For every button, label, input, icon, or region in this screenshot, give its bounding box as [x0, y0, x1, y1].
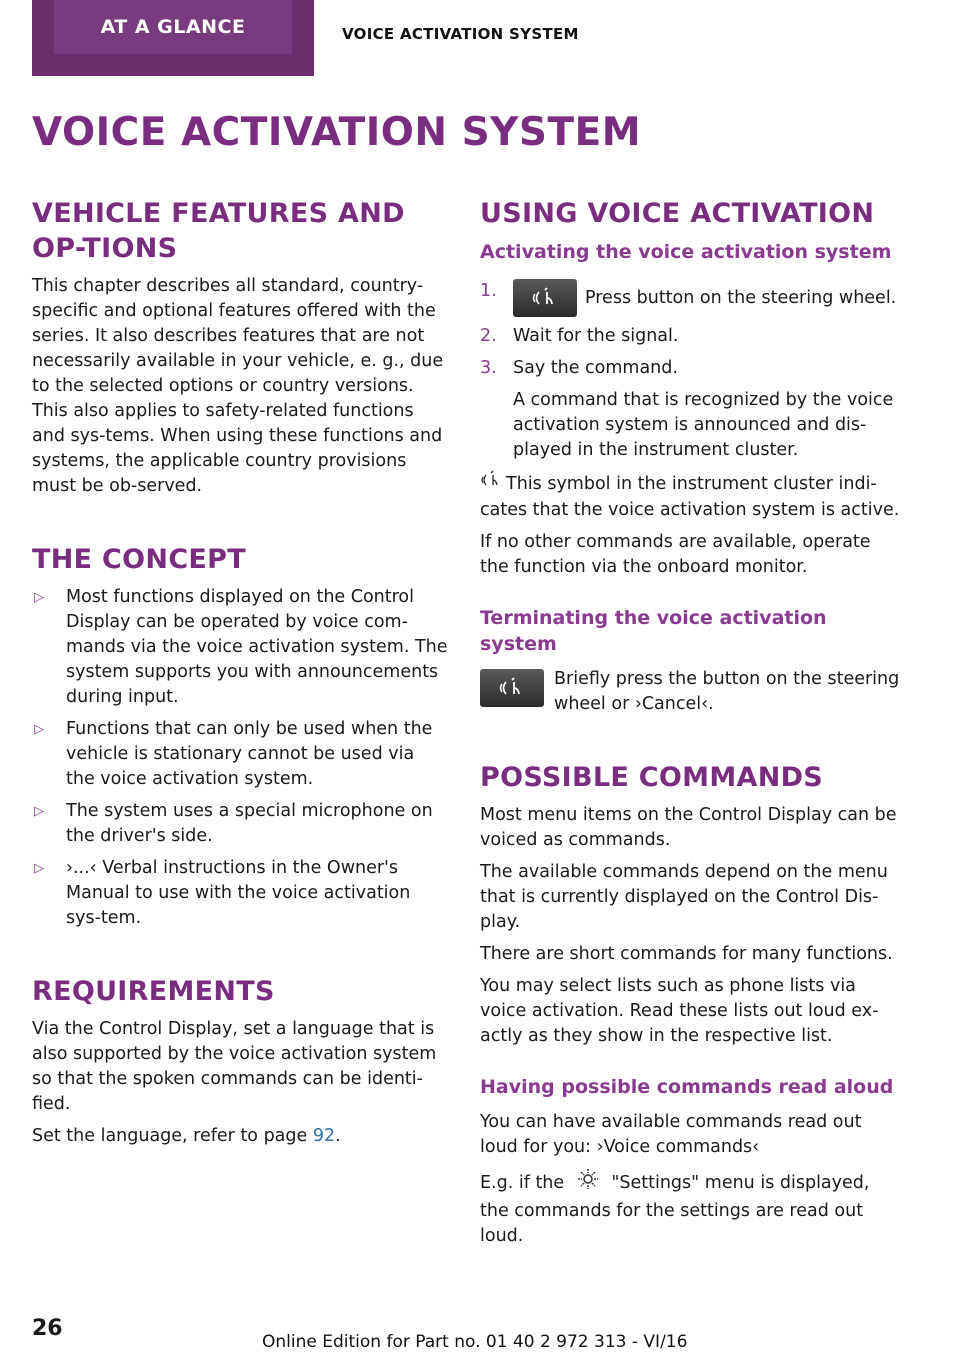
voice-button-icon [513, 279, 577, 317]
list-item: ▷ ›...‹ Verbal instructions in the Owner's Manual to use with the voice activation sys-tem. [34, 858, 411, 928]
possible-text-4: You may select lists such as phone lists via voice activation. Read these lists out loud ex-actly as they show in the respective list. [480, 976, 879, 1046]
triangle-bullet-icon: ▷ [34, 722, 44, 737]
page-link[interactable]: 92 [312, 1126, 336, 1146]
chapter-tab [32, 0, 314, 76]
possible-text-1: Most menu items on the Control Display can be voiced as commands. [480, 805, 897, 850]
possible-text-3: There are short commands for many functions. [480, 944, 893, 964]
features-heading: VEHICLE FEATURES AND OP-TIONS [32, 198, 405, 264]
requirements-text: Via the Control Display, set a language that is also supported by the voice activation system so that the spoken commands can be identi-fied. [32, 1019, 437, 1114]
voice-active-icon [480, 470, 502, 498]
step-item: 1. Press button on the steering wheel. [480, 279, 900, 317]
using-heading: USING VOICE ACTIVATION [480, 198, 875, 229]
running-head: VOICE ACTIVATION SYSTEM [342, 25, 579, 43]
set-language-text: Set the language, refer to page 92. [32, 1126, 341, 1146]
step3-detail: A command that is recognized by the voice activation system is announced and dis-played in the instrument cluster. [513, 390, 894, 460]
step-item: 3. Say the command. [480, 358, 678, 378]
list-item: ▷ The system uses a special microphone on the driver's side. [34, 801, 433, 846]
concept-list [32, 585, 448, 931]
chapter-tab-label: AT A GLANCE [54, 0, 292, 54]
right-column [480, 196, 900, 1256]
read-aloud-text-1: You can have available commands read out loud for you: ›Voice commands‹ [480, 1112, 862, 1157]
triangle-bullet-icon: ▷ [34, 861, 44, 876]
terminating-heading: Terminating the voice activation system [480, 607, 827, 655]
steps-list [480, 279, 900, 381]
page-number: 26 [32, 1316, 63, 1341]
list-item: ▷ Functions that can only be used when the vehicle is stationary cannot be used via the voice activation system. [34, 719, 433, 789]
step-item: 2. Wait for the signal. [480, 326, 679, 346]
activating-heading: Activating the voice activation system [480, 241, 892, 263]
voice-button-icon [480, 669, 544, 707]
settings-gear-icon [576, 1167, 600, 1199]
triangle-bullet-icon: ▷ [34, 804, 44, 819]
page-title: VOICE ACTIVATION SYSTEM [32, 110, 642, 155]
possible-heading: POSSIBLE COMMANDS [480, 762, 824, 793]
read-aloud-text-2: E.g. if the "Settings" menu is displayed, the commands for the settings are read out loud. [480, 1167, 900, 1249]
list-item: ▷ Most functions displayed on the Control Display can be operated by voice com-mands via the voice activation system. The system supports you with announcements during input. [34, 587, 448, 707]
possible-text-2: The available commands depend on the menu that is currently displayed on the Control Dis-play. [480, 862, 888, 932]
features-text: This chapter describes all standard, country-specific and optional features offered with the series. It also describes features that are not necessarily available in your vehicle, e. g., due to the selected options or country versions. This also applies to safety-related functions and sys-tems. When using these functions and systems, the applicable country provisions must be ob-served. [32, 276, 444, 496]
concept-heading: THE CONCEPT [32, 544, 246, 575]
symbol-text: This symbol in the instrument cluster indi-cates that the voice activation system is active. [480, 470, 900, 523]
read-aloud-heading: Having possible commands read aloud [480, 1076, 894, 1098]
triangle-bullet-icon: ▷ [34, 590, 44, 605]
no-other-text: If no other commands are available, operate the function via the onboard monitor. [480, 532, 871, 577]
edition-footer: Online Edition for Part no. 01 40 2 972 313 - VI/16 [262, 1332, 688, 1352]
left-column [32, 196, 448, 1156]
requirements-heading: REQUIREMENTS [32, 976, 275, 1007]
terminating-text: Briefly press the button on the steering wheel or ›Cancel‹. [554, 669, 900, 714]
